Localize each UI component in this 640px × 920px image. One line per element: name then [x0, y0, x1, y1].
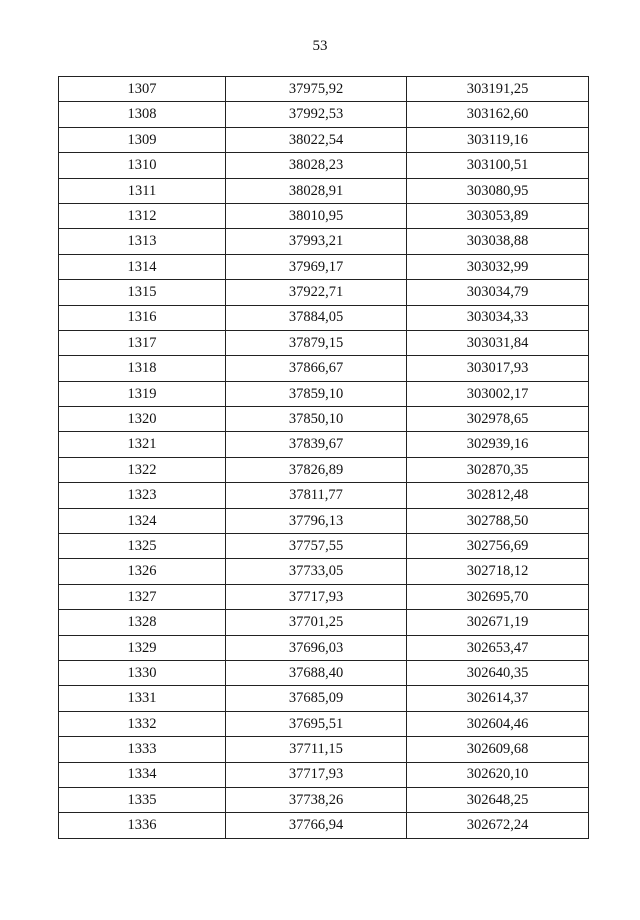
x-coordinate-cell: 37733,05: [226, 559, 407, 584]
table-row: [59, 737, 589, 762]
y-coordinate-cell: 302695,70: [407, 584, 589, 609]
table-row: [59, 534, 589, 559]
y-coordinate-cell: 303038,88: [407, 229, 589, 254]
x-coordinate-cell: 37866,67: [226, 356, 407, 381]
x-coordinate-cell: 37922,71: [226, 280, 407, 305]
table-row: [59, 153, 589, 178]
y-coordinate-cell: 302812,48: [407, 483, 589, 508]
y-coordinate-cell: 303031,84: [407, 330, 589, 355]
y-coordinate-cell: 303162,60: [407, 102, 589, 127]
point-number-cell: 1324: [59, 508, 226, 533]
x-coordinate-cell: 38010,95: [226, 203, 407, 228]
table-row: [59, 305, 589, 330]
table-row: [59, 127, 589, 152]
page-number: 53: [312, 38, 328, 54]
table-row: [59, 686, 589, 711]
table-row: [59, 762, 589, 787]
point-number-cell: 1318: [59, 356, 226, 381]
point-number-cell: 1312: [59, 203, 226, 228]
x-coordinate-cell: 37757,55: [226, 534, 407, 559]
table-row: [59, 102, 589, 127]
table-row: [59, 483, 589, 508]
x-coordinate-cell: 37975,92: [226, 77, 407, 102]
table-row: [59, 711, 589, 736]
point-number-cell: 1315: [59, 280, 226, 305]
x-coordinate-cell: 37811,77: [226, 483, 407, 508]
x-coordinate-cell: 37839,67: [226, 432, 407, 457]
y-coordinate-cell: 302756,69: [407, 534, 589, 559]
table-row: [59, 432, 589, 457]
point-number-cell: 1336: [59, 813, 226, 838]
point-number-cell: 1313: [59, 229, 226, 254]
x-coordinate-cell: 37738,26: [226, 787, 407, 812]
y-coordinate-cell: 302614,37: [407, 686, 589, 711]
table-row: [59, 280, 589, 305]
x-coordinate-cell: 38028,23: [226, 153, 407, 178]
y-coordinate-cell: 303191,25: [407, 77, 589, 102]
table-row: [59, 660, 589, 685]
table-row: [59, 787, 589, 812]
point-number-cell: 1322: [59, 457, 226, 482]
point-number-cell: 1325: [59, 534, 226, 559]
table-row: [59, 457, 589, 482]
coordinates-table-body: [59, 77, 589, 839]
x-coordinate-cell: 37993,21: [226, 229, 407, 254]
y-coordinate-cell: 302718,12: [407, 559, 589, 584]
y-coordinate-cell: 302620,10: [407, 762, 589, 787]
x-coordinate-cell: 37701,25: [226, 610, 407, 635]
table-row: [59, 77, 589, 102]
x-coordinate-cell: 37879,15: [226, 330, 407, 355]
y-coordinate-cell: 302604,46: [407, 711, 589, 736]
table-row: [59, 610, 589, 635]
point-number-cell: 1307: [59, 77, 226, 102]
point-number-cell: 1331: [59, 686, 226, 711]
table-row: [59, 254, 589, 279]
point-number-cell: 1326: [59, 559, 226, 584]
y-coordinate-cell: 302788,50: [407, 508, 589, 533]
x-coordinate-cell: 38028,91: [226, 178, 407, 203]
x-coordinate-cell: 37826,89: [226, 457, 407, 482]
y-coordinate-cell: 303053,89: [407, 203, 589, 228]
table-row: [59, 356, 589, 381]
point-number-cell: 1319: [59, 381, 226, 406]
y-coordinate-cell: 303080,95: [407, 178, 589, 203]
point-number-cell: 1309: [59, 127, 226, 152]
y-coordinate-cell: 302672,24: [407, 813, 589, 838]
y-coordinate-cell: 302978,65: [407, 407, 589, 432]
y-coordinate-cell: 302653,47: [407, 635, 589, 660]
y-coordinate-cell: 302648,25: [407, 787, 589, 812]
y-coordinate-cell: 303017,93: [407, 356, 589, 381]
point-number-cell: 1323: [59, 483, 226, 508]
x-coordinate-cell: 37717,93: [226, 584, 407, 609]
y-coordinate-cell: 302609,68: [407, 737, 589, 762]
point-number-cell: 1332: [59, 711, 226, 736]
point-number-cell: 1334: [59, 762, 226, 787]
table-row: [59, 584, 589, 609]
point-number-cell: 1330: [59, 660, 226, 685]
x-coordinate-cell: 37850,10: [226, 407, 407, 432]
point-number-cell: 1327: [59, 584, 226, 609]
point-number-cell: 1308: [59, 102, 226, 127]
point-number-cell: 1333: [59, 737, 226, 762]
table-row: [59, 330, 589, 355]
x-coordinate-cell: 37766,94: [226, 813, 407, 838]
point-number-cell: 1320: [59, 407, 226, 432]
point-number-cell: 1314: [59, 254, 226, 279]
x-coordinate-cell: 37688,40: [226, 660, 407, 685]
table-row: [59, 229, 589, 254]
point-number-cell: 1321: [59, 432, 226, 457]
y-coordinate-cell: 303032,99: [407, 254, 589, 279]
x-coordinate-cell: 37796,13: [226, 508, 407, 533]
x-coordinate-cell: 37884,05: [226, 305, 407, 330]
table-row: [59, 178, 589, 203]
coordinates-table: [58, 76, 589, 839]
table-row: [59, 559, 589, 584]
table-row: [59, 407, 589, 432]
y-coordinate-cell: 302870,35: [407, 457, 589, 482]
y-coordinate-cell: 303034,79: [407, 280, 589, 305]
y-coordinate-cell: 302939,16: [407, 432, 589, 457]
x-coordinate-cell: 37711,15: [226, 737, 407, 762]
y-coordinate-cell: 302671,19: [407, 610, 589, 635]
point-number-cell: 1316: [59, 305, 226, 330]
x-coordinate-cell: 37859,10: [226, 381, 407, 406]
y-coordinate-cell: 303119,16: [407, 127, 589, 152]
point-number-cell: 1328: [59, 610, 226, 635]
point-number-cell: 1335: [59, 787, 226, 812]
table-row: [59, 813, 589, 838]
point-number-cell: 1310: [59, 153, 226, 178]
point-number-cell: 1317: [59, 330, 226, 355]
point-number-cell: 1329: [59, 635, 226, 660]
point-number-cell: 1311: [59, 178, 226, 203]
table-row: [59, 381, 589, 406]
x-coordinate-cell: 37969,17: [226, 254, 407, 279]
table-row: [59, 203, 589, 228]
y-coordinate-cell: 303002,17: [407, 381, 589, 406]
table-row: [59, 508, 589, 533]
y-coordinate-cell: 303100,51: [407, 153, 589, 178]
y-coordinate-cell: 303034,33: [407, 305, 589, 330]
table-row: [59, 635, 589, 660]
x-coordinate-cell: 37696,03: [226, 635, 407, 660]
x-coordinate-cell: 37992,53: [226, 102, 407, 127]
x-coordinate-cell: 37695,51: [226, 711, 407, 736]
x-coordinate-cell: 38022,54: [226, 127, 407, 152]
x-coordinate-cell: 37717,93: [226, 762, 407, 787]
x-coordinate-cell: 37685,09: [226, 686, 407, 711]
y-coordinate-cell: 302640,35: [407, 660, 589, 685]
